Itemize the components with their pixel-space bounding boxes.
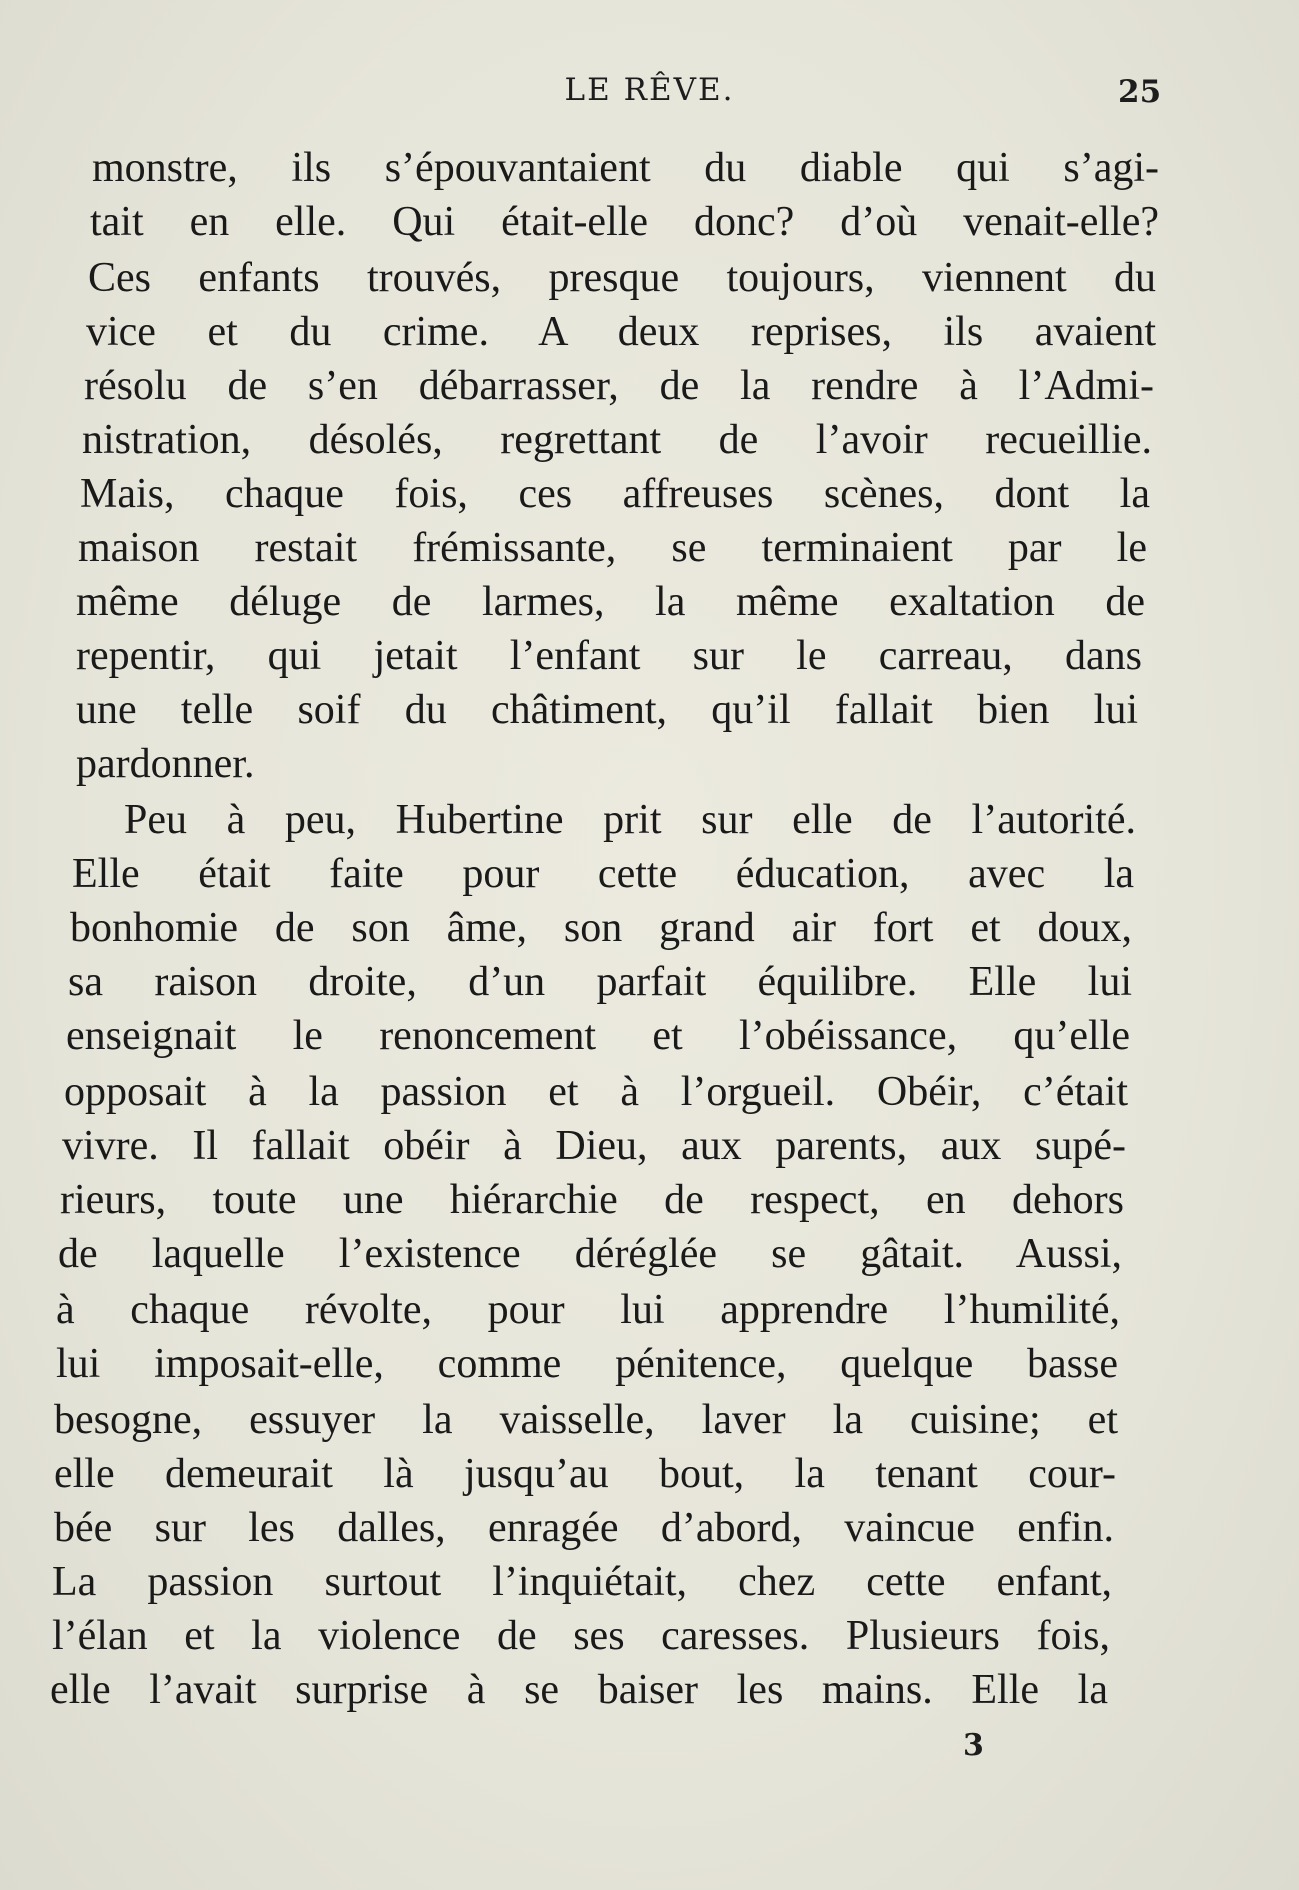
text-line: elle l’avait surprise à se baiser les mains. Elle la <box>50 1667 1108 1713</box>
text-line: même déluge de larmes, la même exaltation de <box>76 579 1145 625</box>
text-line: Ces enfants trouvés, presque toujours, viennent du <box>88 255 1156 301</box>
text-line: nistration, désolés, regrettant de l’avoir recueillie. <box>82 417 1152 463</box>
text-line: Mais, chaque fois, ces affreuses scènes, dont la <box>80 471 1150 517</box>
text-line: l’élan et la violence de ses caresses. Plusieurs fois, <box>52 1613 1110 1659</box>
text-line: lui imposait-elle, comme pénitence, quelque basse <box>56 1341 1118 1387</box>
text-line: besogne, essuyer la vaisselle, laver la cuisine; et <box>54 1397 1118 1443</box>
text-line: de laquelle l’existence déréglée se gâtait. Aussi, <box>58 1231 1122 1277</box>
text-line: à chaque révolte, pour lui apprendre l’humilité, <box>56 1287 1120 1333</box>
page-number: 25 <box>1118 74 1162 110</box>
text-line: Elle était faite pour cette éducation, avec la <box>72 851 1134 897</box>
text-line: sa raison droite, d’un parfait équilibre. Elle lui <box>68 959 1132 1005</box>
text-line: bée sur les dalles, enragée d’abord, vaincue enfin. <box>54 1505 1114 1551</box>
text-line: enseignait le renoncement et l’obéissance, qu’elle <box>66 1013 1130 1059</box>
text-line: vice et du crime. A deux reprises, ils avaient <box>86 309 1156 355</box>
running-title: LE RÊVE. <box>564 72 735 108</box>
text-line: opposait à la passion et à l’orgueil. Obéir, c’était <box>64 1069 1128 1115</box>
text-line: elle demeurait là jusqu’au bout, la tenant cour- <box>54 1451 1116 1497</box>
text-line: monstre, ils s’épouvantaient du diable qui s’agi- <box>92 145 1159 191</box>
text-line: bonhomie de son âme, son grand air fort et doux, <box>70 905 1132 951</box>
text-line: repentir, qui jetait l’enfant sur le carreau, dans <box>76 633 1142 679</box>
text-line: résolu de s’en débarrasser, de la rendre à l’Admi- <box>84 363 1154 409</box>
text-line: rieurs, toute une hiérarchie de respect, en dehors <box>60 1177 1124 1223</box>
text-line: La passion surtout l’inquiétait, chez cette enfant, <box>52 1559 1112 1605</box>
text-line: vivre. Il fallait obéir à Dieu, aux parents, aux supé- <box>62 1123 1126 1169</box>
text-line: Peu à peu, Hubertine prit sur elle de l’autorité. <box>124 797 1136 843</box>
text-line: pardonner. <box>76 741 255 787</box>
signature-mark: 3 <box>963 1728 984 1763</box>
text-line: une telle soif du châtiment, qu’il fallait bien lui <box>76 687 1138 733</box>
text-line: tait en elle. Qui était-elle donc? d’où venait-elle? <box>90 199 1159 245</box>
text-line: maison restait frémissante, se terminaient par le <box>78 525 1147 571</box>
